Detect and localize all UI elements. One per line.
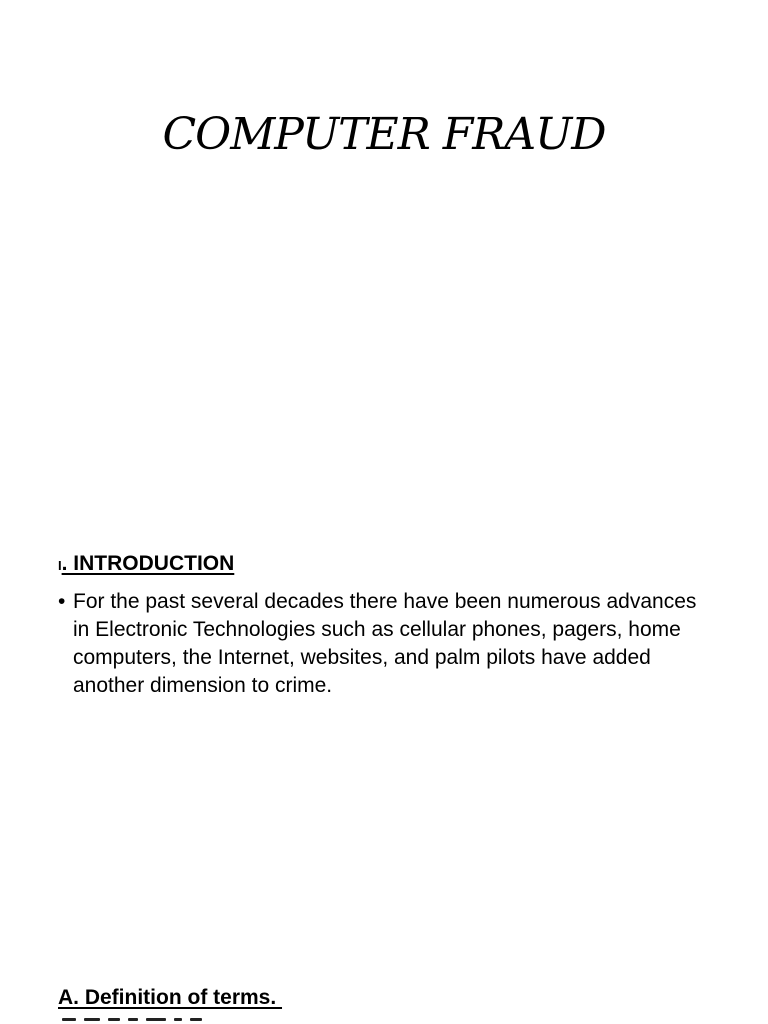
clipped-text-fragment [108, 1018, 120, 1021]
clipped-text-line [62, 1016, 242, 1024]
clipped-text-fragment [84, 1018, 100, 1021]
clipped-text-fragment [174, 1018, 182, 1021]
document-title: COMPUTER FRAUD [162, 109, 606, 160]
section-numeral: I [58, 558, 62, 573]
clipped-text-fragment [62, 1018, 76, 1021]
clipped-text-fragment [146, 1018, 166, 1021]
section-heading-introduction [58, 550, 234, 580]
bullet-icon: • [58, 590, 66, 613]
bullet-item [58, 588, 718, 700]
bullet-text: For the past several decades there have been numerous advances in Electronic Technologies such as cellular phones, pagers, home computers, the Internet, websites, and palm pilots have added another dimension to crime. [73, 590, 697, 697]
subsection-heading-definitions: A. Definition of terms. [58, 986, 283, 1009]
clipped-text-fragment [128, 1018, 138, 1021]
clipped-text-fragment [190, 1018, 202, 1021]
section-heading-text: . INTRODUCTION [61, 552, 235, 575]
